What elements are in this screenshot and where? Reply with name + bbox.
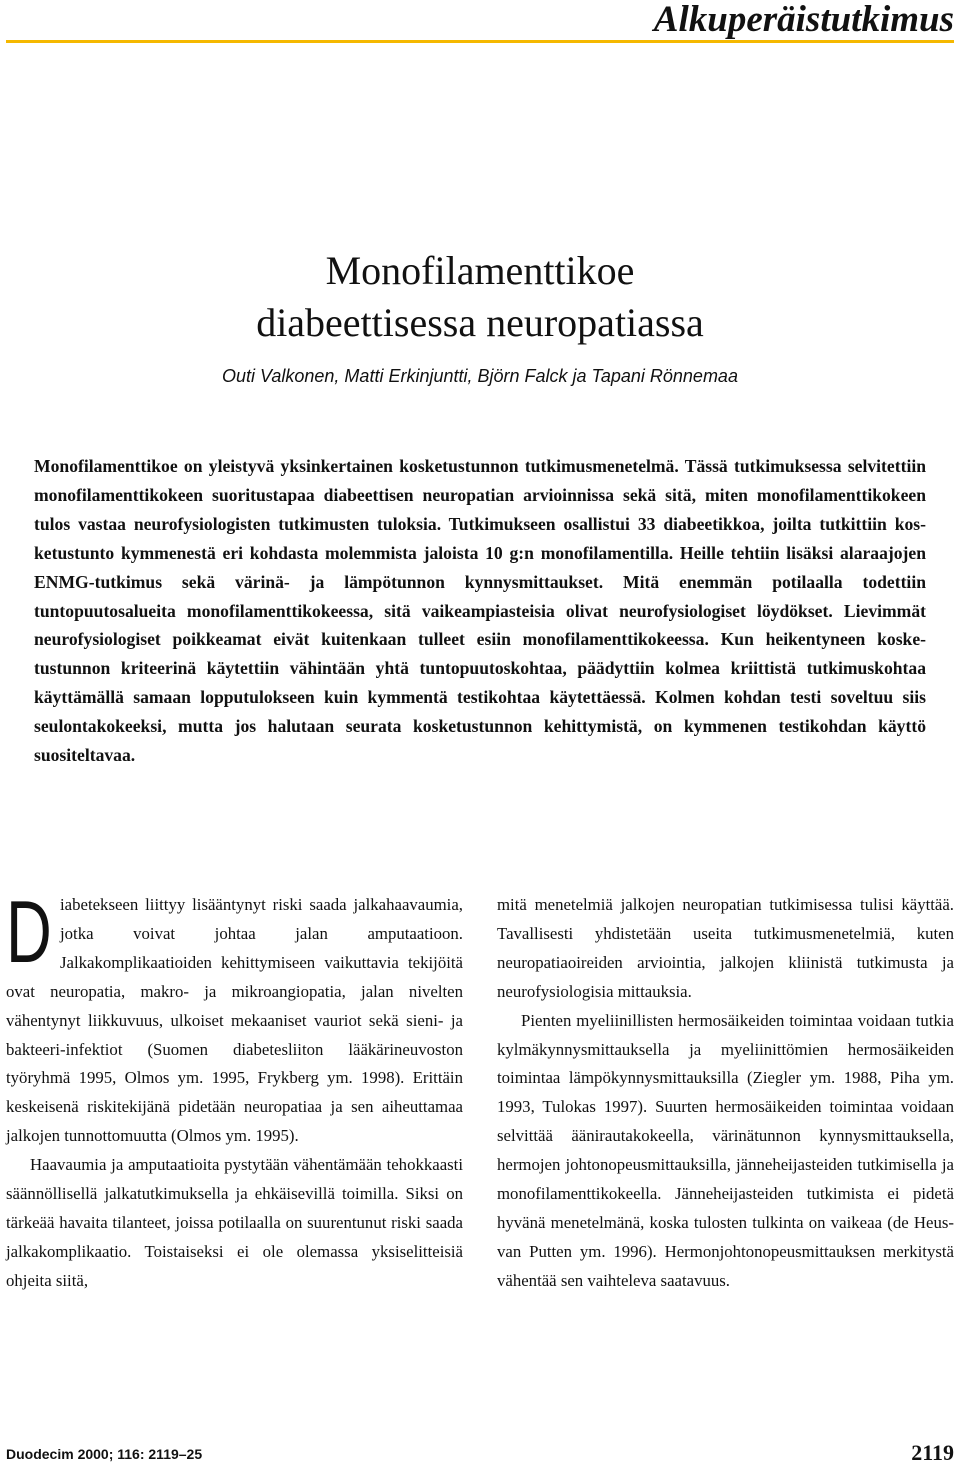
article-title [0, 245, 960, 349]
body-paragraph: Pienten myeliinillisten hermosäikeiden toimintaa voidaan tutkia kylmäkynnysmittauksella ja myeliinittömien hermosäikeiden toimintaa lämpökynnysmittauksilla (Ziegler ym. 1988, Piha ym. 1993, Tulokas 1997). Suurten hermosäikeiden toimintaa voidaan selvittää äänirautakokeella, värinätunnon kynnysmittauksella, hermojen johtonopeusmittauksilla, jänneheijasteiden tutkimisella ja monofilamenttikokeella. Jänneheijasteiden tutkimista ei pidetä hyvänä menetelmänä, koska tulosten tulkinta on vaikeaa (de Heus-van Putten ym. 1996). Hermonjohtonopeusmittauksen merkitystä vähentää sen vaihteleva saatavuus. [497, 1010, 954, 1290]
body-paragraph: Haavaumia ja amputaatioita pystytään vähentämään tehokkaasti säännöllisellä jalkatutkimuksella ja ehkäisevillä toimilla. Siksi on tärkeää havaita tilanteet, joissa potilaalla on suurentunut riski saada jalkakomplikaatio. Toistaiseksi ei ole olemassa yksiselitteisiä ohjeita siitä, [6, 1155, 463, 1290]
section-label: Alkuperäistutkimus [653, 0, 954, 40]
body-column-left [6, 882, 463, 1296]
journal-citation: Duodecim 2000; 116: 2119–25 [6, 1446, 203, 1462]
body-paragraph-text: iabetekseen liittyy lisääntynyt riski saada jalkahaavaumia, jotka voivat johtaa jalan amputaatioon. Jalkakomplikaatioiden kehittymiseen vaikuttavia tekijöitä ovat neuropatia, makro- ja mikroangiopatia, jalan nivelten vähentynyt liikkuvuus, ulkoiset mekaaniset vauriot sekä sieni- ja bakteeri-infektiot (Suomen diabetesliiton lääkärineuvoston työryhmä 1995, Olmos ym. 1995, Frykberg ym. 1998). Erittäin keskeisenä riskitekijänä pidetään neuropatiaa ja sen aiheuttamaa jalkojen tunnottomuutta (Olmos ym. 1995). [6, 895, 463, 1146]
author-list: Outi Valkonen, Matti Erkinjuntti, Björn Falck ja Tapani Rönnemaa [222, 366, 738, 386]
body-paragraph [6, 882, 463, 1151]
page-number: 2119 [911, 1440, 954, 1465]
header-rule [6, 40, 954, 43]
article-title-line-1: Monofilamenttikoe [325, 248, 635, 293]
abstract: Monofilamenttikoe on yleistyvä yksinkertainen kosketustunnon tutkimusmenetelmä. Tässä tutkimuksessa selvitettiin monofilamenttikokeen suoritustapaa diabeettisen neuropatian arvioinnissa sekä sitä, miten monofilamenttikokeen tulos vastaa neurofysiologisten tutkimusten tuloksia. Tutkimukseen osallistui 33 diabeetikkoa, joilta tutkittiin kosketustunto kymmenestä eri kohdasta molemmista jaloista 10 g:n monofilamentilla. Heille tehtiin lisäksi alaraajojen ENMG-tutkimus sekä värinä- ja lämpötunnon kynnysmittaukset. Mitä enemmän potilaalla todettiin tuntopuutosalueita monofilamenttikokeessa, sitä vaikeampiasteisia olivat neurofysiologiset löydökset. Lievimmät neurofysiologiset poikkeamat eivät kuitenkaan tulleet esiin monofilamenttikokeessa. Kun heikentyneen kosketustunnon kriteerinä käytettiin vähintään yhtä tuntopuutoskohtaa, päädyttiin kolmea kriittistä tutkimuskohtaa käyttämällä samaan lopputulokseen kuin kymmentä testikohtaa käytettäessä. Kolmen kohdan testi soveltuu siis seulontakokeeksi, mutta jos halutaan seurata kosketustunnon kehittymistä, on kymmenen testikohdan käyttö suositeltavaa. [34, 456, 926, 766]
body-column-right [497, 891, 954, 1296]
body-paragraph: mitä menetelmiä jalkojen neuropatian tutkimisessa tulisi käyttää. Tavallisesti yhdistetään useita tutkimusmenetelmiä, kuten neuropatiaoireiden arviointia, jalkojen kliinistä tutkimusta ja neurofysiologisia mittauksia. [497, 895, 954, 1001]
drop-cap: D [6, 882, 52, 981]
article-title-line-2: diabeettisessa neuropatiassa [256, 300, 704, 345]
